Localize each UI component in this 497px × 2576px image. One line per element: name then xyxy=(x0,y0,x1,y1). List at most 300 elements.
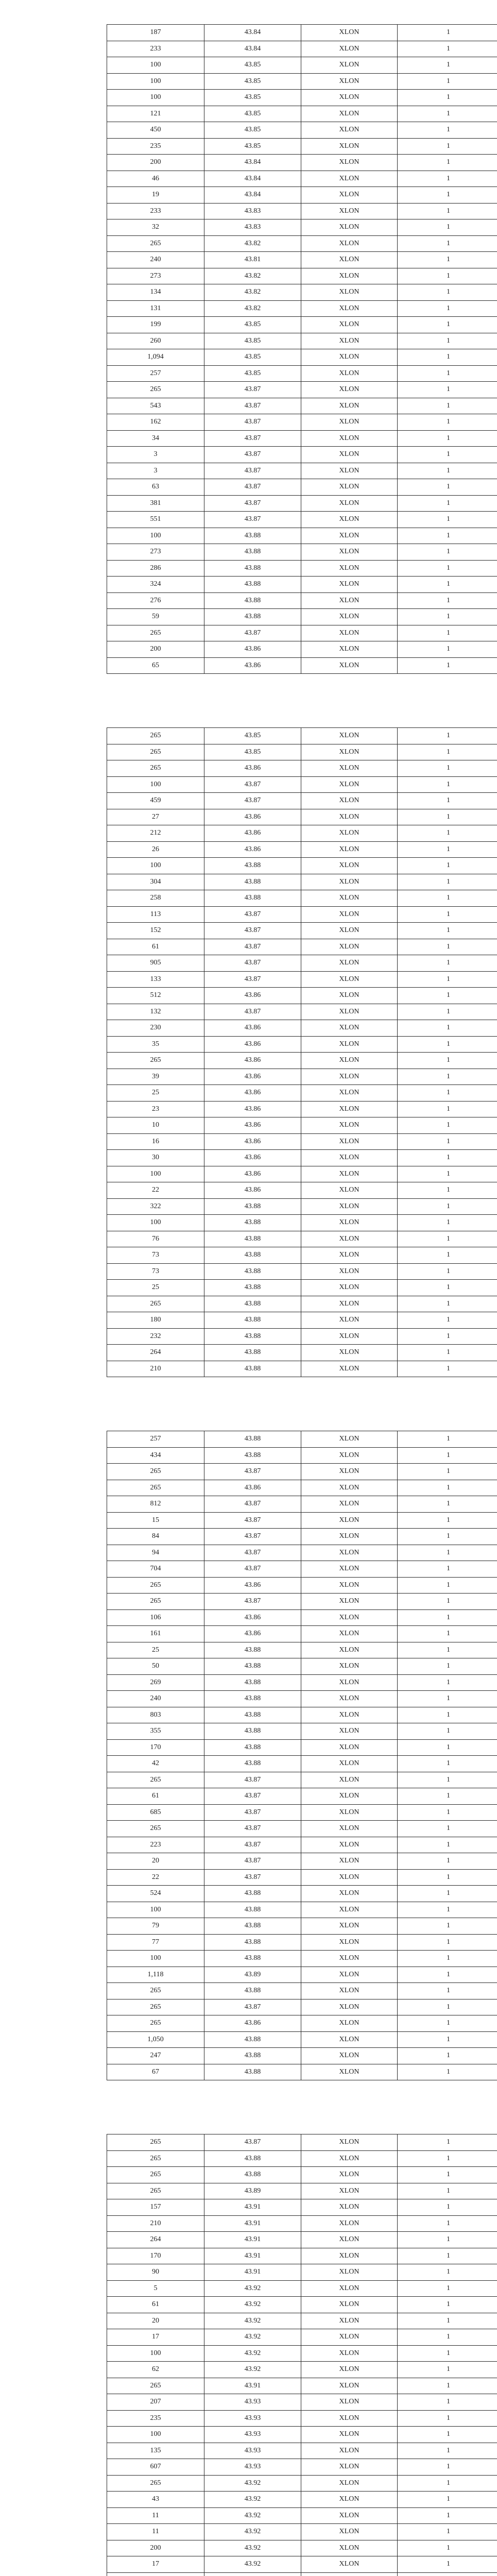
table-row xyxy=(107,1999,497,2015)
volume-cell: 207 xyxy=(107,2394,204,2411)
price-cell: 43.93 xyxy=(204,2443,301,2459)
time-cell: 1 xyxy=(398,2313,497,2329)
venue-cell: XLON xyxy=(301,641,398,658)
venue-cell: XLON xyxy=(301,1447,398,1464)
table-row xyxy=(107,1182,497,1199)
venue-cell: XLON xyxy=(301,2150,398,2167)
time-cell: 1 xyxy=(398,1166,497,1182)
table-row xyxy=(107,1886,497,1902)
price-cell: 43.85 xyxy=(204,122,301,139)
time-cell: 1 xyxy=(398,1886,497,1902)
time-cell: 1 xyxy=(398,1361,497,1377)
table-row xyxy=(107,1464,497,1480)
venue-cell: XLON xyxy=(301,2329,398,2346)
venue-cell: XLON xyxy=(301,728,398,744)
table-row xyxy=(107,155,497,171)
time-cell: 1 xyxy=(398,2362,497,2378)
venue-cell: XLON xyxy=(301,2183,398,2199)
volume-cell: 269 xyxy=(107,1674,204,1691)
volume-cell: 257 xyxy=(107,1431,204,1448)
table-row xyxy=(107,57,497,74)
volume-cell: 230 xyxy=(107,1020,204,1037)
price-cell: 43.86 xyxy=(204,1036,301,1053)
venue-cell: XLON xyxy=(301,2031,398,2048)
venue-cell: XLON xyxy=(301,1561,398,1578)
price-cell: 43.85 xyxy=(204,73,301,90)
venue-cell: XLON xyxy=(301,187,398,204)
time-cell: 1 xyxy=(398,1756,497,1772)
time-cell: 1 xyxy=(398,988,497,1004)
time-cell: 1 xyxy=(398,203,497,219)
table-row xyxy=(107,2264,497,2281)
volume-cell: 355 xyxy=(107,1723,204,1740)
price-cell: 43.88 xyxy=(204,1951,301,1967)
table-row xyxy=(107,1263,497,1280)
table-row xyxy=(107,2064,497,2080)
table-row xyxy=(107,203,497,219)
time-cell: 1 xyxy=(398,1447,497,1464)
price-cell: 43.85 xyxy=(204,728,301,744)
time-cell: 1 xyxy=(398,333,497,349)
price-cell: 43.87 xyxy=(204,1772,301,1788)
table-row xyxy=(107,2248,497,2264)
table-row xyxy=(107,1723,497,1740)
volume-cell: 50 xyxy=(107,1658,204,1675)
venue-cell: XLON xyxy=(301,1983,398,1999)
price-cell: 43.88 xyxy=(204,2064,301,2080)
volume-cell: 73 xyxy=(107,1263,204,1280)
table-row xyxy=(107,1166,497,1182)
price-cell: 43.87 xyxy=(204,1821,301,1837)
price-cell: 43.88 xyxy=(204,2167,301,2183)
volume-cell: 685 xyxy=(107,1804,204,1821)
venue-cell: XLON xyxy=(301,2459,398,2476)
volume-cell: 434 xyxy=(107,1447,204,1464)
volume-cell: 512 xyxy=(107,988,204,1004)
price-cell: 43.88 xyxy=(204,1198,301,1215)
venue-cell: XLON xyxy=(301,1069,398,1085)
volume-cell: 42 xyxy=(107,1756,204,1772)
time-cell: 1 xyxy=(398,1691,497,1707)
time-cell: 1 xyxy=(398,2459,497,2476)
price-cell: 43.88 xyxy=(204,544,301,561)
venue-cell: XLON xyxy=(301,1967,398,1983)
price-cell: 43.88 xyxy=(204,890,301,907)
time-cell: 1 xyxy=(398,382,497,398)
venue-cell: XLON xyxy=(301,447,398,463)
volume-cell: 265 xyxy=(107,2378,204,2394)
table-row xyxy=(107,657,497,674)
price-cell: 43.92 xyxy=(204,2345,301,2362)
table-row xyxy=(107,1609,497,1626)
time-cell: 1 xyxy=(398,1101,497,1117)
table-row xyxy=(107,776,497,793)
price-cell: 43.85 xyxy=(204,349,301,366)
time-cell: 1 xyxy=(398,939,497,955)
table-row xyxy=(107,1594,497,1610)
price-cell: 43.88 xyxy=(204,1263,301,1280)
price-cell: 43.88 xyxy=(204,560,301,577)
table-row xyxy=(107,528,497,544)
time-cell: 1 xyxy=(398,2410,497,2427)
price-cell: 43.91 xyxy=(204,2232,301,2248)
table-row xyxy=(107,1312,497,1329)
venue-cell: XLON xyxy=(301,2492,398,2508)
time-cell: 1 xyxy=(398,1999,497,2015)
price-cell: 43.86 xyxy=(204,1020,301,1037)
time-cell: 1 xyxy=(398,1918,497,1935)
table-row xyxy=(107,1983,497,1999)
table-row xyxy=(107,1658,497,1675)
venue-cell: XLON xyxy=(301,1545,398,1561)
table-row xyxy=(107,430,497,447)
volume-cell: 135 xyxy=(107,2443,204,2459)
volume-cell: 803 xyxy=(107,1707,204,1723)
venue-cell: XLON xyxy=(301,1837,398,1853)
venue-cell: XLON xyxy=(301,268,398,284)
price-cell: 43.86 xyxy=(204,1480,301,1496)
time-cell: 1 xyxy=(398,1594,497,1610)
venue-cell: XLON xyxy=(301,1804,398,1821)
volume-cell: 812 xyxy=(107,1496,204,1513)
table-row xyxy=(107,1198,497,1215)
time-cell: 1 xyxy=(398,2297,497,2313)
time-cell: 1 xyxy=(398,1788,497,1805)
table-row xyxy=(107,2410,497,2427)
price-cell: 43.92 xyxy=(204,2313,301,2329)
time-cell xyxy=(398,2572,497,2576)
price-cell: 43.86 xyxy=(204,825,301,842)
time-cell: 1 xyxy=(398,349,497,366)
table-row xyxy=(107,609,497,625)
time-cell: 1 xyxy=(398,2540,497,2556)
price-cell: 43.91 xyxy=(204,2199,301,2216)
time-cell: 1 xyxy=(398,2215,497,2232)
table-row xyxy=(107,1756,497,1772)
table-row xyxy=(107,1804,497,1821)
table-row xyxy=(107,447,497,463)
price-cell: 43.88 xyxy=(204,1739,301,1756)
time-cell: 1 xyxy=(398,171,497,187)
time-cell: 1 xyxy=(398,2015,497,2032)
volume-cell: 233 xyxy=(107,203,204,219)
volume-cell: 265 xyxy=(107,2015,204,2032)
venue-cell: XLON xyxy=(301,479,398,496)
price-cell: 43.88 xyxy=(204,1691,301,1707)
price-cell: 43.92 xyxy=(204,2524,301,2540)
table-row xyxy=(107,90,497,106)
price-cell: 43.86 xyxy=(204,1609,301,1626)
price-cell: 43.87 xyxy=(204,1512,301,1529)
volume-cell: 73 xyxy=(107,1247,204,1264)
table-row xyxy=(107,268,497,284)
volume-cell: 265 xyxy=(107,728,204,744)
table-row xyxy=(107,2540,497,2556)
time-cell: 1 xyxy=(398,1561,497,1578)
price-cell: 43.87 xyxy=(204,1869,301,1886)
time-cell: 1 xyxy=(398,1150,497,1166)
price-cell: 43.87 xyxy=(204,971,301,988)
table-row xyxy=(107,2427,497,2443)
venue-cell: XLON xyxy=(301,528,398,544)
volume-cell: 84 xyxy=(107,1529,204,1545)
venue-cell: XLON xyxy=(301,1345,398,1361)
volume-cell: 10 xyxy=(107,1117,204,1134)
time-cell: 1 xyxy=(398,760,497,777)
venue-cell: XLON xyxy=(301,57,398,74)
volume-cell: 265 xyxy=(107,744,204,760)
volume-cell: 132 xyxy=(107,1004,204,1020)
venue-cell: XLON xyxy=(301,1085,398,1101)
venue-cell: XLON xyxy=(301,793,398,809)
price-cell: 43.88 xyxy=(204,1447,301,1464)
venue-cell: XLON xyxy=(301,2443,398,2459)
volume-cell: 551 xyxy=(107,512,204,528)
price-cell: 43.83 xyxy=(204,203,301,219)
price-cell: 43.83 xyxy=(204,219,301,236)
volume-cell: 162 xyxy=(107,414,204,431)
time-cell: 1 xyxy=(398,1431,497,1448)
venue-cell: XLON xyxy=(301,2199,398,2216)
table-row xyxy=(107,809,497,825)
table-row xyxy=(107,841,497,858)
table-row xyxy=(107,2183,497,2199)
price-cell: 43.86 xyxy=(204,2015,301,2032)
table-row xyxy=(107,414,497,431)
table-row xyxy=(107,2150,497,2167)
price-cell: 43.86 xyxy=(204,1085,301,1101)
volume-cell: 79 xyxy=(107,1918,204,1935)
venue-cell: XLON xyxy=(301,1150,398,1166)
time-cell: 1 xyxy=(398,1020,497,1037)
venue-cell xyxy=(301,2572,398,2576)
volume-cell: 134 xyxy=(107,284,204,301)
table-row xyxy=(107,1821,497,1837)
price-cell: 43.91 xyxy=(204,2264,301,2281)
time-cell: 1 xyxy=(398,2167,497,2183)
price-cell: 43.87 xyxy=(204,776,301,793)
table-row xyxy=(107,187,497,204)
price-cell: 43.92 xyxy=(204,2475,301,2492)
price-cell: 43.88 xyxy=(204,1296,301,1312)
table-row xyxy=(107,1280,497,1296)
table-row xyxy=(107,2232,497,2248)
time-cell: 1 xyxy=(398,138,497,155)
price-cell: 43.88 xyxy=(204,1674,301,1691)
price-cell: 43.85 xyxy=(204,317,301,333)
price-cell: 43.87 xyxy=(204,382,301,398)
time-cell: 1 xyxy=(398,544,497,561)
table-row xyxy=(107,2015,497,2032)
table-row xyxy=(107,955,497,972)
price-cell: 43.85 xyxy=(204,90,301,106)
price-cell: 43.91 xyxy=(204,2215,301,2232)
table-row xyxy=(107,1739,497,1756)
price-cell: 43.86 xyxy=(204,1626,301,1642)
table-row xyxy=(107,744,497,760)
volume-cell: 27 xyxy=(107,809,204,825)
venue-cell: XLON xyxy=(301,858,398,874)
venue-cell: XLON xyxy=(301,317,398,333)
venue-cell: XLON xyxy=(301,592,398,609)
venue-cell: XLON xyxy=(301,1133,398,1150)
table-row xyxy=(107,1869,497,1886)
time-cell: 1 xyxy=(398,1296,497,1312)
time-cell: 1 xyxy=(398,825,497,842)
time-cell: 1 xyxy=(398,858,497,874)
table-row xyxy=(107,333,497,349)
price-cell: 43.88 xyxy=(204,2048,301,2064)
time-cell: 1 xyxy=(398,1837,497,1853)
price-cell: 43.88 xyxy=(204,858,301,874)
volume-cell: 39 xyxy=(107,1069,204,1085)
volume-cell: 200 xyxy=(107,155,204,171)
venue-cell: XLON xyxy=(301,1691,398,1707)
venue-cell: XLON xyxy=(301,1296,398,1312)
time-cell: 1 xyxy=(398,1951,497,1967)
table-row xyxy=(107,138,497,155)
table-row xyxy=(107,1117,497,1134)
venue-cell: XLON xyxy=(301,300,398,317)
table-row xyxy=(107,2492,497,2508)
volume-cell: 62 xyxy=(107,2362,204,2378)
venue-cell: XLON xyxy=(301,2362,398,2378)
table-row xyxy=(107,2507,497,2524)
price-cell: 43.92 xyxy=(204,2280,301,2297)
volume-cell: 34 xyxy=(107,430,204,447)
time-cell: 1 xyxy=(398,1934,497,1951)
volume-cell: 240 xyxy=(107,1691,204,1707)
price-cell: 43.88 xyxy=(204,1886,301,1902)
price-cell: 43.87 xyxy=(204,1594,301,1610)
time-cell: 1 xyxy=(398,1772,497,1788)
time-cell: 1 xyxy=(398,479,497,496)
time-cell: 1 xyxy=(398,219,497,236)
table-row xyxy=(107,1934,497,1951)
volume-cell: 607 xyxy=(107,2459,204,2476)
table-row xyxy=(107,1150,497,1166)
table-row xyxy=(107,2524,497,2540)
table-row xyxy=(107,1231,497,1247)
volume-cell: 265 xyxy=(107,235,204,252)
venue-cell: XLON xyxy=(301,890,398,907)
table-row xyxy=(107,2031,497,2048)
table-row xyxy=(107,1626,497,1642)
volume-cell: 265 xyxy=(107,1983,204,1999)
volume-cell xyxy=(107,2572,204,2576)
price-cell: 43.82 xyxy=(204,268,301,284)
volume-cell: 265 xyxy=(107,1594,204,1610)
table-row xyxy=(107,874,497,890)
price-cell: 43.87 xyxy=(204,1837,301,1853)
venue-cell: XLON xyxy=(301,2134,398,2151)
volume-cell: 3 xyxy=(107,447,204,463)
price-cell: 43.87 xyxy=(204,1464,301,1480)
price-cell: 43.85 xyxy=(204,365,301,382)
price-cell: 43.87 xyxy=(204,906,301,923)
table-row xyxy=(107,1545,497,1561)
volume-cell: 61 xyxy=(107,2297,204,2313)
volume-cell: 233 xyxy=(107,41,204,57)
price-cell: 43.86 xyxy=(204,809,301,825)
time-cell: 1 xyxy=(398,2031,497,2048)
table-row xyxy=(107,1561,497,1578)
venue-cell: XLON xyxy=(301,955,398,972)
venue-cell: XLON xyxy=(301,2215,398,2232)
price-cell: 43.86 xyxy=(204,841,301,858)
volume-cell: 100 xyxy=(107,57,204,74)
time-cell: 1 xyxy=(398,809,497,825)
time-cell: 1 xyxy=(398,106,497,122)
price-cell: 43.92 xyxy=(204,2492,301,2508)
volume-cell: 223 xyxy=(107,1837,204,1853)
volume-cell: 23 xyxy=(107,1101,204,1117)
table-row xyxy=(107,939,497,955)
table-row xyxy=(107,1577,497,1594)
time-cell: 1 xyxy=(398,1739,497,1756)
price-cell: 43.88 xyxy=(204,1707,301,1723)
table-row xyxy=(107,890,497,907)
time-cell: 1 xyxy=(398,1983,497,1999)
price-cell: 43.84 xyxy=(204,41,301,57)
table-row xyxy=(107,25,497,41)
price-cell: 43.91 xyxy=(204,2248,301,2264)
volume-cell: 100 xyxy=(107,1902,204,1918)
table-row xyxy=(107,2329,497,2346)
venue-cell: XLON xyxy=(301,2524,398,2540)
volume-cell: 16 xyxy=(107,1133,204,1150)
table-row xyxy=(107,1967,497,1983)
venue-cell: XLON xyxy=(301,1512,398,1529)
time-cell: 1 xyxy=(398,776,497,793)
time-cell: 1 xyxy=(398,1345,497,1361)
time-cell: 1 xyxy=(398,1133,497,1150)
table-row xyxy=(107,988,497,1004)
table-row xyxy=(107,1707,497,1723)
volume-cell: 121 xyxy=(107,106,204,122)
price-cell: 43.88 xyxy=(204,1723,301,1740)
time-cell: 1 xyxy=(398,2048,497,2064)
venue-cell: XLON xyxy=(301,1756,398,1772)
volume-cell: 265 xyxy=(107,2150,204,2167)
venue-cell: XLON xyxy=(301,430,398,447)
venue-cell: XLON xyxy=(301,874,398,890)
time-cell: 1 xyxy=(398,2329,497,2346)
venue-cell: XLON xyxy=(301,284,398,301)
price-cell: 43.88 xyxy=(204,1247,301,1264)
table-row xyxy=(107,923,497,939)
volume-cell: 11 xyxy=(107,2524,204,2540)
price-cell: 43.85 xyxy=(204,744,301,760)
venue-cell: XLON xyxy=(301,106,398,122)
trades-table-block xyxy=(107,1431,497,2080)
table-row xyxy=(107,1674,497,1691)
venue-cell: XLON xyxy=(301,365,398,382)
price-cell: 43.85 xyxy=(204,57,301,74)
volume-cell: 100 xyxy=(107,776,204,793)
table-row xyxy=(107,760,497,777)
volume-cell: 100 xyxy=(107,858,204,874)
volume-cell: 265 xyxy=(107,2167,204,2183)
time-cell: 1 xyxy=(398,592,497,609)
time-cell: 1 xyxy=(398,1085,497,1101)
venue-cell: XLON xyxy=(301,1182,398,1199)
time-cell: 1 xyxy=(398,2524,497,2540)
price-cell: 43.88 xyxy=(204,1934,301,1951)
trades-table-block xyxy=(107,24,497,674)
table-row xyxy=(107,495,497,512)
volume-cell: 260 xyxy=(107,333,204,349)
